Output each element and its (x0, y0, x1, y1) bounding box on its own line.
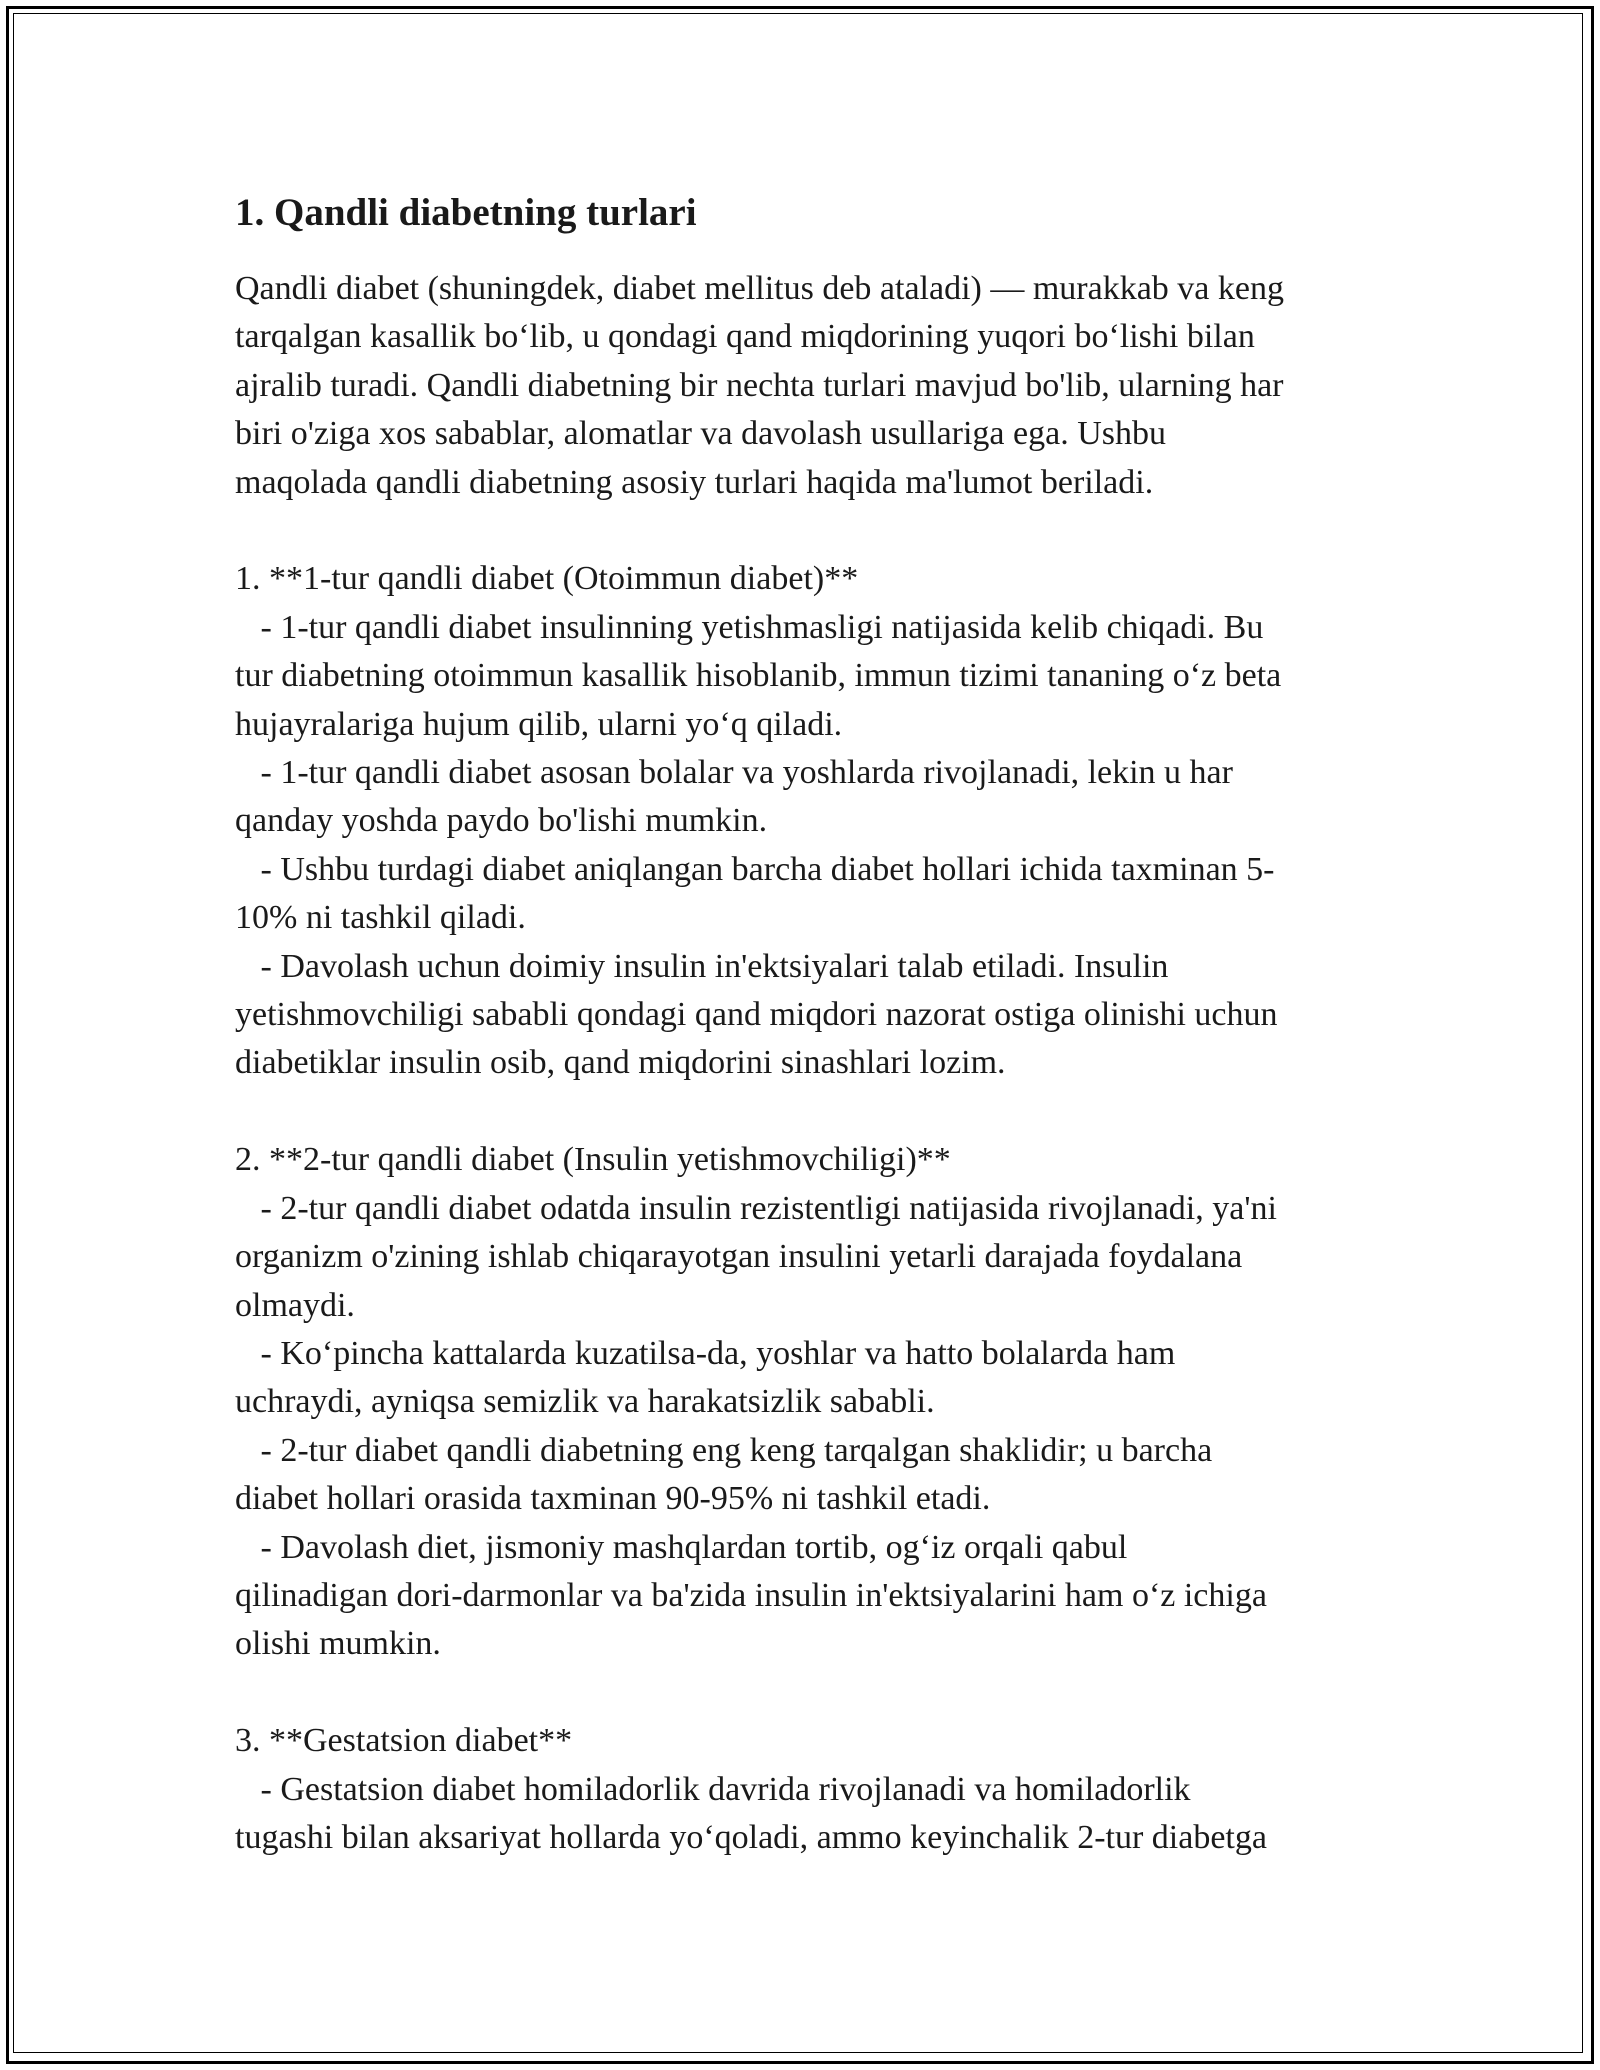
text-line: - 2-tur diabet qandli diabetning eng keng tarqalgan shaklidir; u barcha (235, 1431, 1213, 1469)
text-line: Qandli diabet (shuningdek, diabet mellitus deb ataladi) — murakkab va keng (235, 270, 1284, 307)
text-line: ajralib turadi. Qandli diabetning bir nechta turlari mavjud bo'lib, ularning har (235, 366, 1284, 404)
section-heading: 2. **2-tur qandli diabet (Insulin yetishmovchiligi)** (235, 1141, 951, 1179)
text-line: yetishmovchiligi sababli qondagi qand miqdori nazorat ostiga olinishi uchun (235, 996, 1278, 1034)
paragraph-spacer (235, 1669, 1375, 1717)
text-line: - Ko‘pincha kattalarda kuzatilsa-da, yoshlar va hatto bolalarda ham (235, 1334, 1176, 1372)
text-line: maqolada qandli diabetning asosiy turlari haqida ma'lumot beriladi. (235, 463, 1154, 501)
text-line: qanday yoshda paydo bo'lishi mumkin. (235, 802, 768, 840)
text-line: diabet hollari orasida taxminan 90-95% ni tashkil etadi. (235, 1480, 991, 1518)
text-line: hujayralariga hujum qilib, ularni yo‘q qiladi. (235, 705, 843, 743)
text-line: tur diabetning otoimmun kasallik hisoblanib, immun tizimi tananing o‘z beta (235, 657, 1282, 695)
paragraph-spacer (235, 507, 1375, 555)
page-title: 1. Qandli diabetning turlari (235, 191, 697, 234)
text-line: tugashi bilan aksariyat hollarda yo‘qoladi, ammo keyinchalik 2-tur diabetga (235, 1818, 1267, 1856)
text-line: tarqalgan kasallik bo‘lib, u qondagi qand miqdorining yuqori bo‘lishi bilan (235, 318, 1255, 356)
text-line: - Davolash uchun doimiy insulin in'ektsiyalari talab etiladi. Insulin (235, 947, 1169, 985)
text-line: uchraydi, ayniqsa semizlik va harakatsizlik sababli. (235, 1383, 935, 1421)
section-heading: 1. **1-tur qandli diabet (Otoimmun diabet)** (235, 560, 859, 598)
text-line: - 2-tur qandli diabet odatda insulin rezistentligi natijasida rivojlanadi, ya'ni (235, 1189, 1277, 1227)
section-type-2 (235, 1136, 1375, 1668)
section-heading: 3. **Gestatsion diabet** (235, 1722, 573, 1760)
text-line: olishi mumkin. (235, 1625, 441, 1663)
section-type-1 (235, 555, 1375, 1087)
text-line: - 1-tur qandli diabet insulinning yetishmasligi natijasida kelib chiqadi. Bu (235, 608, 1264, 646)
text-line: - 1-tur qandli diabet asosan bolalar va yoshlarda rivojlanadi, lekin u har (235, 754, 1233, 792)
text-line: diabetiklar insulin osib, qand miqdorini sinashlari lozim. (235, 1044, 1006, 1082)
text-line: organizm o'zining ishlab chiqarayotgan insulini yetarli darajada foydalana (235, 1238, 1243, 1276)
text-line: - Ushbu turdagi diabet aniqlangan barcha diabet hollari ichida taxminan 5- (235, 850, 1275, 888)
text-line: - Davolash diet, jismoniy mashqlardan tortib, og‘iz orqali qabul (235, 1528, 1128, 1566)
text-line: olmaydi. (235, 1286, 355, 1324)
document-body (235, 185, 1375, 1862)
text-line: biri o'ziga xos sabablar, alomatlar va davolash usullariga ega. Ushbu (235, 415, 1166, 453)
intro-paragraph (235, 265, 1375, 507)
paragraph-spacer (235, 1088, 1375, 1136)
text-line: 10% ni tashkil qiladi. (235, 899, 526, 937)
section-gestational (235, 1717, 1375, 1862)
text-line: - Gestatsion diabet homiladorlik davrida rivojlanadi va homiladorlik (235, 1770, 1191, 1808)
text-line: qilinadigan dori-darmonlar va ba'zida insulin in'ektsiyalarini ham o‘z ichiga (235, 1576, 1267, 1614)
